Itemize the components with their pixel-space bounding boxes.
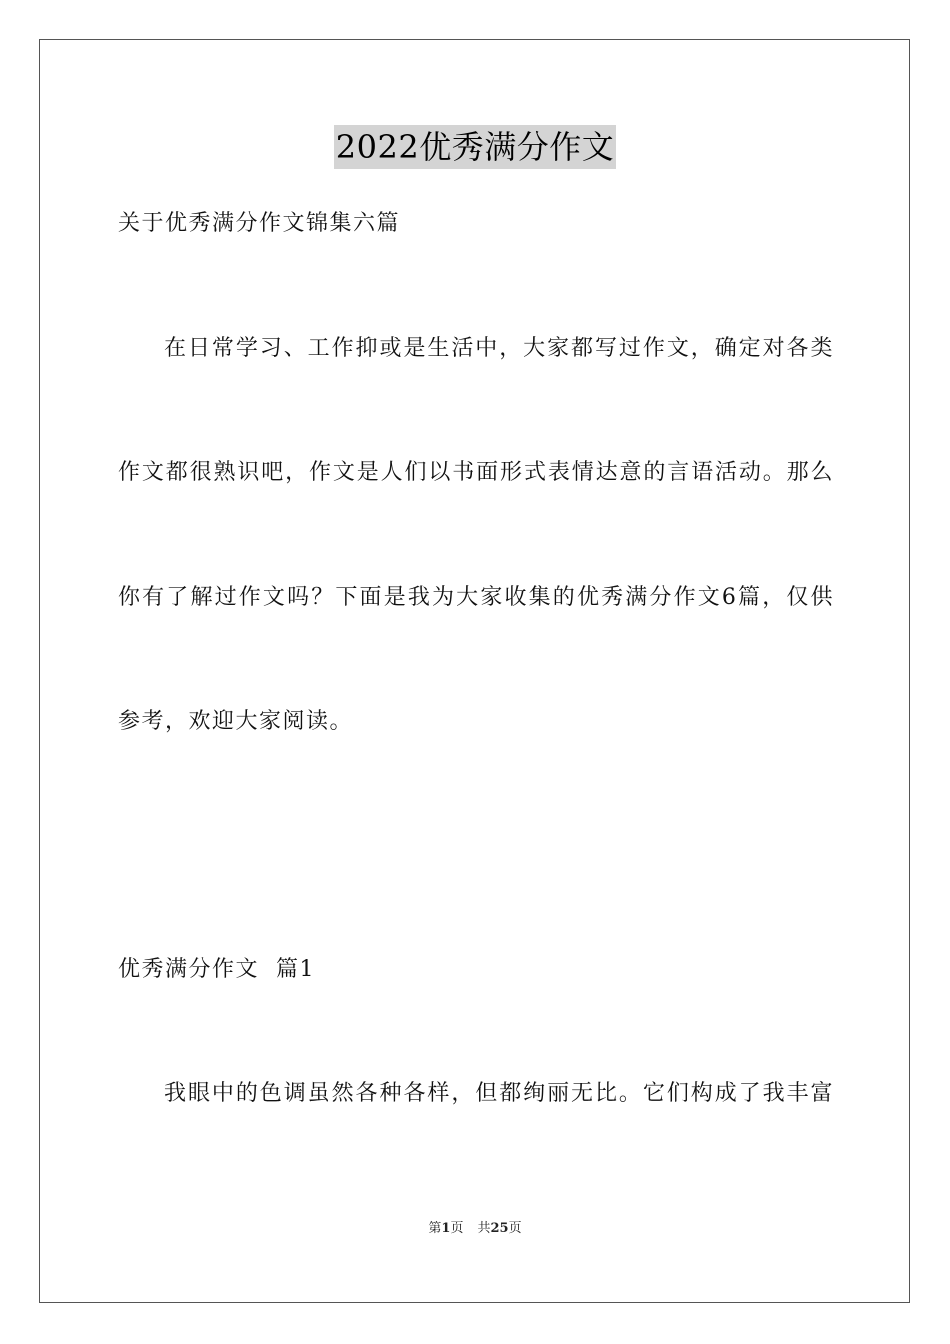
footer-page-total: 25 (490, 1221, 509, 1236)
document-title: 2022优秀满分作文 (334, 125, 616, 169)
document-subtitle: 关于优秀满分作文锦集六篇 (118, 211, 401, 236)
footer-page-prefix: 第 (428, 1221, 442, 1236)
intro-line-3: 你有了解过作文吗？下面是我为大家收集的优秀满分作文6篇，仅供 (118, 585, 834, 610)
footer-total-suffix: 页 (508, 1221, 522, 1236)
intro-line-2: 作文都很熟识吧，作文是人们以书面形式表情达意的言语活动。那么 (118, 460, 834, 485)
intro-line-1: 在日常学习、工作抑或是生活中，大家都写过作文，确定对各类 (164, 336, 834, 361)
footer-page-suffix: 页 (450, 1221, 464, 1236)
title-container (0, 125, 950, 169)
page-footer (0, 1220, 950, 1238)
section-heading: 优秀满分作文 篇1 (118, 957, 315, 982)
footer-page-current: 1 (441, 1221, 451, 1236)
section-paragraph-line-1: 我眼中的色调虽然各种各样，但都绚丽无比。它们构成了我丰富 (164, 1081, 834, 1106)
intro-line-4: 参考，欢迎大家阅读。 (118, 709, 354, 734)
footer-total-prefix: 共 (477, 1221, 491, 1236)
